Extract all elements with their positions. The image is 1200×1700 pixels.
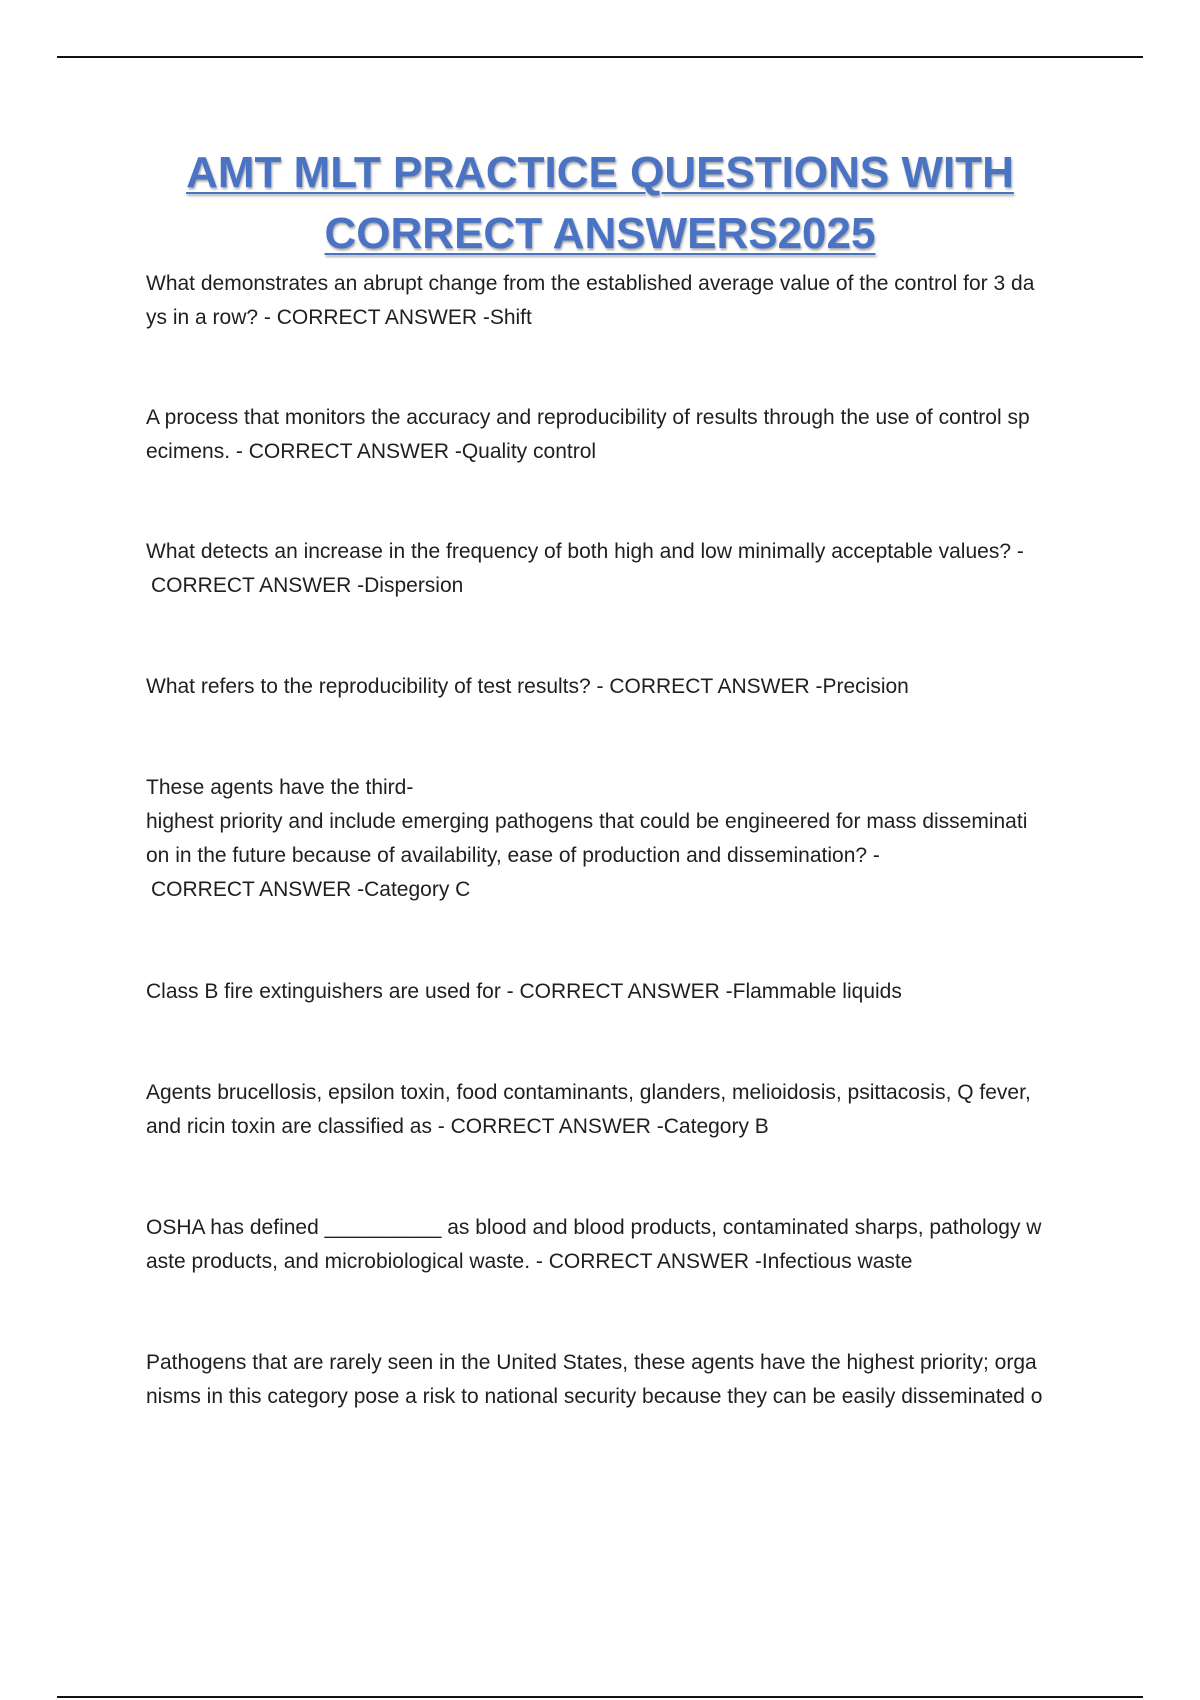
qa-item bbox=[146, 267, 1096, 335]
qa-text-line: highest priority and include emerging pathogens that could be engineered for mass disseminati bbox=[146, 810, 1028, 833]
qa-text-line: Class B fire extinguishers are used for - CORRECT ANSWER -Flammable liquids bbox=[146, 980, 902, 1003]
document-title bbox=[100, 142, 1100, 264]
qa-text-line: on in the future because of availability, ease of production and dissemination? - bbox=[146, 844, 880, 867]
qa-text-line: CORRECT ANSWER -Dispersion bbox=[151, 574, 464, 597]
qa-text-line: What refers to the reproducibility of test results? - CORRECT ANSWER -Precision bbox=[146, 675, 909, 698]
bottom-rule bbox=[57, 1696, 1143, 1698]
qa-item bbox=[146, 1346, 1096, 1414]
qa-item bbox=[146, 670, 1096, 704]
qa-text-line: A process that monitors the accuracy and reproducibility of results through the use of control sp bbox=[146, 406, 1030, 429]
qa-item bbox=[146, 1211, 1096, 1279]
qa-text-line: nisms in this category pose a risk to national security because they can be easily disseminated o bbox=[146, 1385, 1043, 1408]
qa-text-line: Agents brucellosis, epsilon toxin, food contaminants, glanders, melioidosis, psittacosis, Q fever, bbox=[146, 1081, 1031, 1104]
qa-text-line: aste products, and microbiological waste. - CORRECT ANSWER -Infectious waste bbox=[146, 1250, 913, 1273]
qa-item bbox=[146, 401, 1096, 469]
qa-text-line: These agents have the third- bbox=[146, 776, 414, 799]
qa-item bbox=[146, 975, 1096, 1009]
top-rule bbox=[57, 56, 1143, 58]
qa-text-line: Pathogens that are rarely seen in the United States, these agents have the highest priority; orga bbox=[146, 1351, 1037, 1374]
title-line-1: AMT MLT PRACTICE QUESTIONS WITH bbox=[186, 148, 1014, 197]
qa-item bbox=[146, 1076, 1096, 1144]
qa-item bbox=[146, 535, 1096, 603]
qa-text-line: What detects an increase in the frequency of both high and low minimally acceptable values? - bbox=[146, 540, 1024, 563]
qa-item bbox=[146, 771, 1096, 907]
qa-text-line: ecimens. - CORRECT ANSWER -Quality control bbox=[146, 440, 597, 463]
qa-text-line: and ricin toxin are classified as - CORRECT ANSWER -Category B bbox=[146, 1115, 769, 1138]
qa-text-line: CORRECT ANSWER -Category C bbox=[151, 878, 471, 901]
qa-text-line: ys in a row? - CORRECT ANSWER -Shift bbox=[146, 306, 532, 329]
qa-text-line: OSHA has defined __________ as blood and blood products, contaminated sharps, pathology w bbox=[146, 1216, 1042, 1239]
qa-text-line: What demonstrates an abrupt change from the established average value of the control for 3 da bbox=[146, 272, 1035, 295]
title-line-2: CORRECT ANSWERS2025 bbox=[324, 209, 876, 258]
